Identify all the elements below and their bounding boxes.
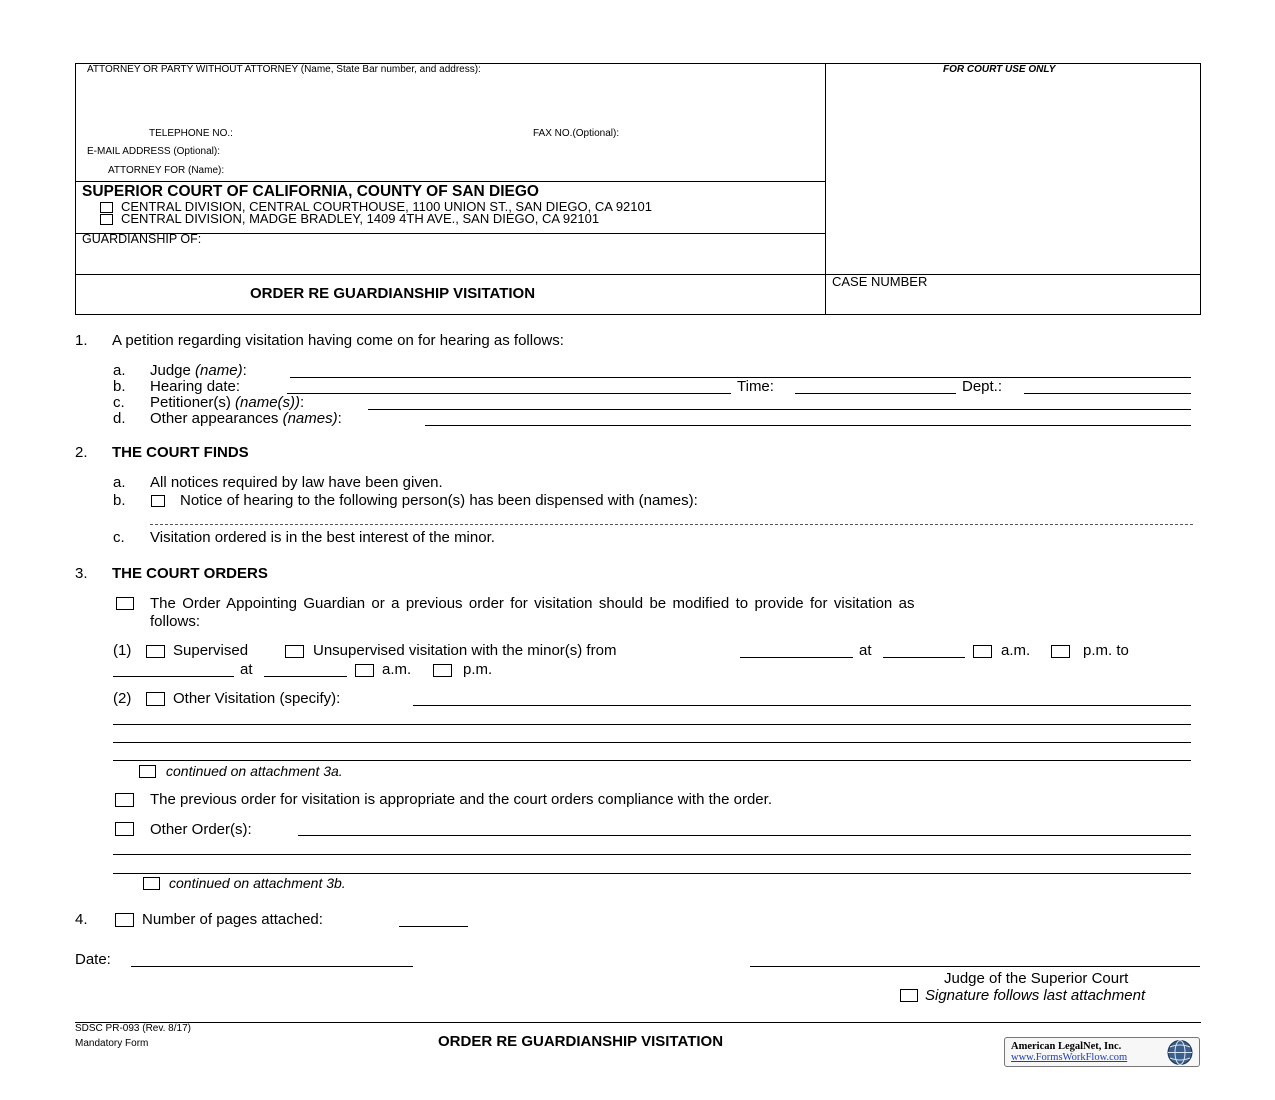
divider <box>75 274 1201 275</box>
continued-3a-label: continued on attachment 3a. <box>166 763 343 779</box>
publisher-logo <box>1004 1037 1200 1067</box>
continued-3a-checkbox[interactable] <box>139 765 156 778</box>
item2-number: 2. <box>75 444 88 461</box>
to-am-label: a.m. <box>382 661 412 678</box>
sub1-number: (1) <box>113 642 132 659</box>
item1-number: 1. <box>75 332 88 349</box>
item2a-letter: a. <box>113 474 126 491</box>
other-orders-line-1[interactable] <box>298 835 1191 836</box>
petitioner-label: Petitioner(s) (name(s)): <box>150 394 305 411</box>
signature-follows-checkbox[interactable] <box>900 989 918 1002</box>
other-orders-line-2[interactable] <box>113 854 1191 855</box>
from-pm-label: p.m. to <box>1083 642 1129 659</box>
from-am-checkbox[interactable] <box>973 645 992 658</box>
guardianship-label: GUARDIANSHIP OF: <box>82 232 202 246</box>
notice-dispensed-text: Notice of hearing to the following person(s) has been dispensed with (names): <box>180 492 698 509</box>
best-interest-text: Visitation ordered is in the best interest of the minor. <box>150 529 495 546</box>
dept-line[interactable] <box>1024 393 1191 394</box>
footer-rule <box>75 1022 1201 1023</box>
hearing-date-line[interactable] <box>287 393 731 394</box>
time-label: Time: <box>737 378 774 395</box>
judge-label: Judge of the Superior Court <box>944 970 1129 987</box>
pages-attached-line[interactable] <box>399 926 468 927</box>
other-appearances-label: Other appearances (names): <box>150 410 342 427</box>
item1c-letter: c. <box>113 394 125 411</box>
from-date-line[interactable] <box>740 657 853 658</box>
division-1-checkbox[interactable] <box>100 202 113 213</box>
pages-attached-checkbox[interactable] <box>115 913 134 927</box>
divider <box>75 181 826 182</box>
unsupervised-checkbox[interactable] <box>285 645 304 658</box>
division-2-label: CENTRAL DIVISION, MADGE BRADLEY, 1409 4TH AVE., SAN DIEGO, CA 92101 <box>121 211 600 226</box>
item4-number: 4. <box>75 911 88 928</box>
supervised-label: Supervised <box>173 642 249 659</box>
mandatory-form: Mandatory Form <box>75 1038 149 1049</box>
date-line[interactable] <box>131 966 413 967</box>
division-2-checkbox[interactable] <box>100 214 113 225</box>
previous-order-text: The previous order for visitation is appropriate and the court orders compliance with the order. <box>150 791 772 808</box>
email-label: E-MAIL ADDRESS (Optional): <box>87 146 221 157</box>
court-name: SUPERIOR COURT OF CALIFORNIA, COUNTY OF SAN DIEGO <box>82 183 539 200</box>
item2c-letter: c. <box>113 529 125 546</box>
court-finds-heading: THE COURT FINDS <box>112 444 249 461</box>
judge-signature-line[interactable] <box>750 966 1200 967</box>
dispensed-names-line[interactable] <box>150 524 1193 525</box>
item1b-letter: b. <box>113 378 126 395</box>
continued-3b-label: continued on attachment 3b. <box>169 875 346 891</box>
item1-text: A petition regarding visitation having come on for hearing as follows: <box>112 332 564 349</box>
court-use-label: FOR COURT USE ONLY <box>943 64 1056 75</box>
notice-dispensed-checkbox[interactable] <box>151 495 165 507</box>
form-title: ORDER RE GUARDIANSHIP VISITATION <box>250 285 536 302</box>
to-am-checkbox[interactable] <box>355 664 374 677</box>
previous-order-checkbox[interactable] <box>115 793 134 807</box>
at2-label: at <box>240 661 253 678</box>
to-pm-checkbox[interactable] <box>433 664 452 677</box>
other-visitation-line-2[interactable] <box>113 724 1191 725</box>
item3-number: 3. <box>75 565 88 582</box>
modify-order-text-line2: follows: <box>150 613 201 630</box>
other-visitation-line-3[interactable] <box>113 742 1191 743</box>
to-pm-label: p.m. <box>463 661 493 678</box>
other-visitation-line-4[interactable] <box>113 760 1191 761</box>
date-label: Date: <box>75 951 111 968</box>
from-pm-checkbox[interactable] <box>1051 645 1070 658</box>
continued-3b-checkbox[interactable] <box>143 877 160 890</box>
hearing-date-label: Hearing date: <box>150 378 241 395</box>
court-orders-heading: THE COURT ORDERS <box>112 565 268 582</box>
modify-order-checkbox[interactable] <box>116 597 134 610</box>
from-am-label: a.m. <box>1001 642 1031 659</box>
modify-order-text-line1: The Order Appointing Guardian or a previous order for visitation should be modified to provide for visitation as <box>150 595 915 612</box>
other-appearances-line[interactable] <box>425 425 1191 426</box>
other-orders-line-3[interactable] <box>113 873 1191 874</box>
supervised-checkbox[interactable] <box>146 645 165 658</box>
publisher-url[interactable]: www.FormsWorkFlow.com <box>1011 1052 1128 1063</box>
attorney-label: ATTORNEY OR PARTY WITHOUT ATTORNEY (Name, State Bar number, and address): <box>87 64 481 75</box>
fax-label: FAX NO.(Optional): <box>533 128 620 139</box>
case-number-label: CASE NUMBER <box>832 274 928 289</box>
form-id: SDSC PR-093 (Rev. 8/17) <box>75 1023 191 1034</box>
other-orders-checkbox[interactable] <box>115 822 134 836</box>
other-visitation-line-1[interactable] <box>413 705 1191 706</box>
other-visitation-checkbox[interactable] <box>146 692 165 706</box>
to-date-line[interactable] <box>113 676 234 677</box>
at-label: at <box>859 642 872 659</box>
telephone-label: TELEPHONE NO.: <box>149 128 233 139</box>
item1d-letter: d. <box>113 410 126 427</box>
other-orders-label: Other Order(s): <box>150 821 252 838</box>
attorney-for-label: ATTORNEY FOR (Name): <box>108 165 225 176</box>
sub2-number: (2) <box>113 690 132 707</box>
judge-label: Judge (name): <box>150 362 247 379</box>
from-time-line[interactable] <box>883 657 965 658</box>
unsupervised-label: Unsupervised visitation with the minor(s) from <box>313 642 617 659</box>
pages-attached-label: Number of pages attached: <box>142 911 323 928</box>
signature-follows-label: Signature follows last attachment <box>925 987 1146 1004</box>
publisher-name: American LegalNet, Inc. <box>1011 1041 1122 1052</box>
notices-text: All notices required by law have been given. <box>150 474 443 491</box>
item2b-letter: b. <box>113 492 126 509</box>
globe-icon <box>1165 1039 1195 1066</box>
item1a-letter: a. <box>113 362 126 379</box>
to-time-line[interactable] <box>264 676 347 677</box>
time-line[interactable] <box>795 393 956 394</box>
petitioner-line[interactable] <box>368 409 1191 410</box>
footer-title: ORDER RE GUARDIANSHIP VISITATION <box>438 1033 724 1050</box>
division-1-label: CENTRAL DIVISION, CENTRAL COURTHOUSE, 1100 UNION ST., SAN DIEGO, CA 92101 <box>121 199 652 214</box>
other-visitation-label: Other Visitation (specify): <box>173 690 341 707</box>
dept-label: Dept.: <box>962 378 1003 395</box>
